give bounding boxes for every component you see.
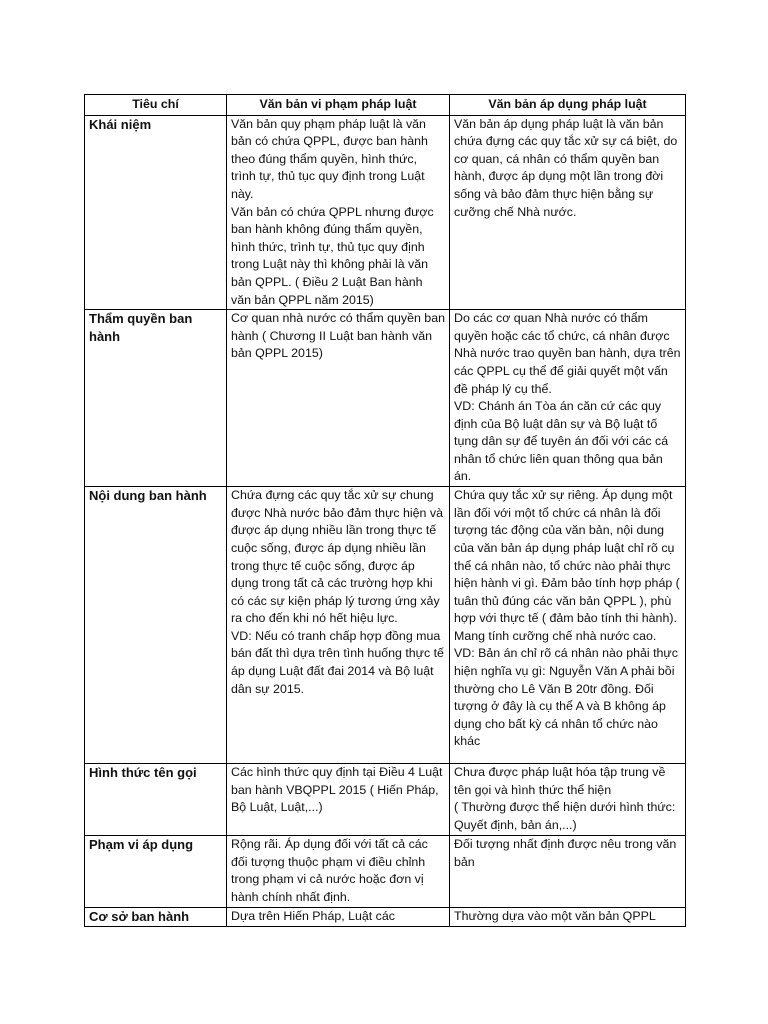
applied-cell: Đối tượng nhất định được nêu trong văn bản	[450, 836, 686, 908]
criterion-cell: Nội dung ban hành	[85, 487, 227, 764]
normative-cell: Cơ quan nhà nước có thẩm quyền ban hành ( Chương II Luật ban hành văn bản QPPL 2015)	[227, 310, 450, 487]
normative-cell: Dựa trên Hiến Pháp, Luật các	[227, 908, 450, 927]
table-row	[85, 487, 686, 764]
comparison-table	[84, 94, 686, 927]
normative-cell: Các hình thức quy định tại Điều 4 Luật ban hành VBQPPL 2015 ( Hiến Pháp, Bộ Luật, Luật,...)	[227, 764, 450, 836]
table-row	[85, 836, 686, 908]
applied-cell: Chứa quy tắc xử sự riêng. Áp dụng một lần đối với một tổ chức cá nhân là đối tượng tác động của văn bản, nội dung của văn bản áp dụng pháp luật chỉ rõ cụ thể cá nhân nào, tổ chức nào phải thực hiện hành vi gì. Đảm bảo tính hợp pháp ( tuân thủ đúng các văn bản QPPL ), phù hợp với thực tế ( đảm bảo tính thi hành). Mang tính cưỡng chế nhà nước cao. VD: Bản án chỉ rõ cá nhân nào phải thực hiện nghĩa vụ gì: Nguyễn Văn A phải bồi thường cho Lê Văn B 20tr đồng. Đối tượng ở đây là cụ thể A và B không áp dụng cho bất kỳ cá nhân tổ chức nào khác	[450, 487, 686, 764]
normative-cell: Chứa đựng các quy tắc xử sự chung được Nhà nước bảo đảm thực hiện và được áp dụng nhiều lần trong thực tế cuộc sống, được áp dụng nhiều lần trong thực tế cuộc sống, được áp dụng trong tất cả các trường hợp khi có các sự kiện pháp lý tương ứng xảy ra cho đến khi nó hết hiệu lực. VD: Nếu có tranh chấp hợp đồng mua bán đất thì dựa trên tình huống thực tế áp dụng Luật đất đai 2014 và Bộ luật dân sự 2015.	[227, 487, 450, 764]
criterion-cell: Cơ sở ban hành	[85, 908, 227, 927]
normative-cell: Rộng rãi. Áp dụng đối với tất cả các đối tượng thuộc phạm vi điều chỉnh trong phạm vi cả nước hoặc đơn vị hành chính nhất định.	[227, 836, 450, 908]
criterion-cell: Phạm vi áp dụng	[85, 836, 227, 908]
header-applied-document: Văn bản áp dụng pháp luật	[450, 95, 686, 116]
table-header-row	[85, 95, 686, 116]
header-normative-document: Văn bản vi phạm pháp luật	[227, 95, 450, 116]
criterion-cell: Thẩm quyền ban hành	[85, 310, 227, 487]
applied-cell: Chưa được pháp luật hóa tập trung về tên gọi và hình thức thể hiện ( Thường được thể hiện dưới hình thức: Quyết định, bản án,...)	[450, 764, 686, 836]
criterion-cell: Khái niệm	[85, 115, 227, 310]
criterion-cell: Hình thức tên gọi	[85, 764, 227, 836]
applied-cell: Thường dựa vào một văn bản QPPL	[450, 908, 686, 927]
applied-cell: Văn bản áp dụng pháp luật là văn bản chứa đựng các quy tắc xử sự cá biệt, do cơ quan, cá nhân có thẩm quyền ban hành, được áp dụng một lần trong đời sống và bảo đảm thực hiện bằng sự cưỡng chế Nhà nước.	[450, 115, 686, 310]
table-row	[85, 115, 686, 310]
table-row	[85, 310, 686, 487]
normative-cell: Văn bản quy phạm pháp luật là văn bản có chứa QPPL, được ban hành theo đúng thẩm quyền, hình thức, trình tự, thủ tục quy định trong Luật này. Văn bản có chứa QPPL nhưng được ban hành không đúng thẩm quyền, hình thức, trình tự, thủ tục quy định trong Luật này thì không phải là văn bản QPPL. ( Điều 2 Luật Ban hành văn bản QPPL năm 2015)	[227, 115, 450, 310]
table-row	[85, 764, 686, 836]
table-row	[85, 908, 686, 927]
applied-cell: Do các cơ quan Nhà nước có thẩm quyền hoặc các tổ chức, cá nhân được Nhà nước trao quyền ban hành, dựa trên các QPPL cụ thể để giải quyết một vấn đề pháp lý cụ thể. VD: Chánh án Tòa án căn cứ các quy định của Bộ luật dân sự và Bộ luật tố tụng dân sự để tuyên án đối với các cá nhân tổ chức liên quan thông qua bản án.	[450, 310, 686, 487]
header-criterion: Tiêu chí	[85, 95, 227, 116]
